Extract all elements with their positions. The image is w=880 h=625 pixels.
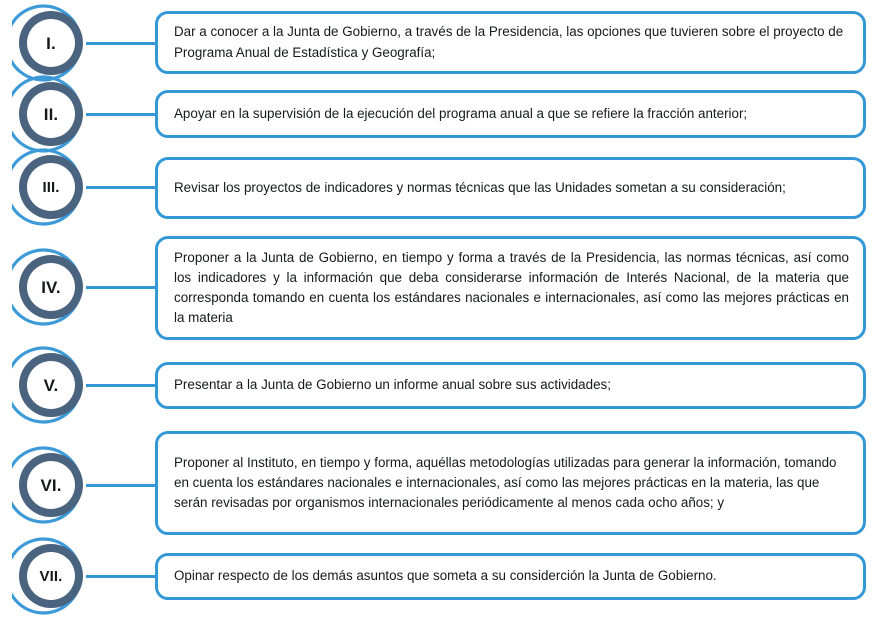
badge-core <box>27 263 75 311</box>
connector-line <box>86 113 155 116</box>
badge-inner-ring <box>19 155 83 219</box>
numeral-badge <box>12 537 90 615</box>
list-item <box>0 537 880 615</box>
badge-core <box>27 90 75 138</box>
badge-inner-ring <box>19 453 83 517</box>
numeral-badge <box>12 75 90 153</box>
item-text-box <box>155 11 866 74</box>
item-text-box <box>155 90 866 138</box>
item-text: Apoyar en la supervisión de la ejecución del programa anual a que se refiere la fracción anterior; <box>174 105 748 121</box>
numeral-label: VI. <box>40 475 62 495</box>
numeral-label: IV. <box>41 277 61 297</box>
list-item <box>0 4 880 82</box>
badge-core <box>27 19 75 67</box>
list-item <box>0 148 880 226</box>
item-text-box <box>155 236 866 340</box>
badge-core <box>27 552 75 600</box>
badge-core <box>27 461 75 509</box>
badge-core <box>27 361 75 409</box>
list-item <box>0 346 880 424</box>
numeral-label: III. <box>42 178 60 196</box>
item-text: Proponer a la Junta de Gobierno, en tiempo y forma a través de la Presidencia, las normas técnicas, así como los indicadores y la información que deba considerarse información de Interés Nacional, de la materia que corresponda tomando en cuenta los estándares nacionales e internacionales, así como las mejores prácticas en la materia <box>174 249 849 326</box>
badge-inner-ring <box>19 11 83 75</box>
connector-line <box>86 484 155 487</box>
numeral-badge <box>12 148 90 226</box>
numeral-label: VII. <box>39 567 63 585</box>
item-text-box <box>155 431 866 535</box>
badge-inner-ring <box>19 255 83 319</box>
badge-core <box>27 163 75 211</box>
connector-line <box>86 575 155 578</box>
item-text: Revisar los proyectos de indicadores y normas técnicas que las Unidades sometan a su consideración; <box>174 179 786 195</box>
item-text-box <box>155 553 866 600</box>
list-item <box>0 248 880 326</box>
list-item <box>0 75 880 153</box>
numeral-label: I. <box>46 33 56 53</box>
numeral-label: V. <box>43 375 59 395</box>
numeral-badge <box>12 248 90 326</box>
connector-line <box>86 42 155 45</box>
connector-line <box>86 286 155 289</box>
connector-line <box>86 384 155 387</box>
numeral-badge <box>12 446 90 524</box>
numeral-badge <box>12 346 90 424</box>
item-text: Dar a conocer a la Junta de Gobierno, a través de la Presidencia, las opciones que tuvieren sobre el proyecto de Programa Anual de Estadística y Geografía; <box>174 24 844 60</box>
item-text-box <box>155 157 866 219</box>
badge-inner-ring <box>19 353 83 417</box>
item-text: Proponer al Instituto, en tiempo y forma, aquéllas metodologías utilizadas para generar la información, tomando en cuenta los estándares nacionales e internacionales, así como las mejores prácticas en la materia, las que serán revisadas por organismos internacionales periódicamente al menos cada ocho años; y <box>174 454 837 511</box>
item-text-box <box>155 362 866 409</box>
list-item <box>0 446 880 524</box>
connector-line <box>86 186 155 189</box>
item-text: Opinar respecto de los demás asuntos que someta a su considerción la Junta de Gobierno. <box>174 568 717 584</box>
numeral-label: II. <box>43 104 59 124</box>
badge-inner-ring <box>19 544 83 608</box>
badge-inner-ring <box>19 82 83 146</box>
numeral-badge <box>12 4 90 82</box>
item-text: Presentar a la Junta de Gobierno un informe anual sobre sus actividades; <box>174 377 611 393</box>
